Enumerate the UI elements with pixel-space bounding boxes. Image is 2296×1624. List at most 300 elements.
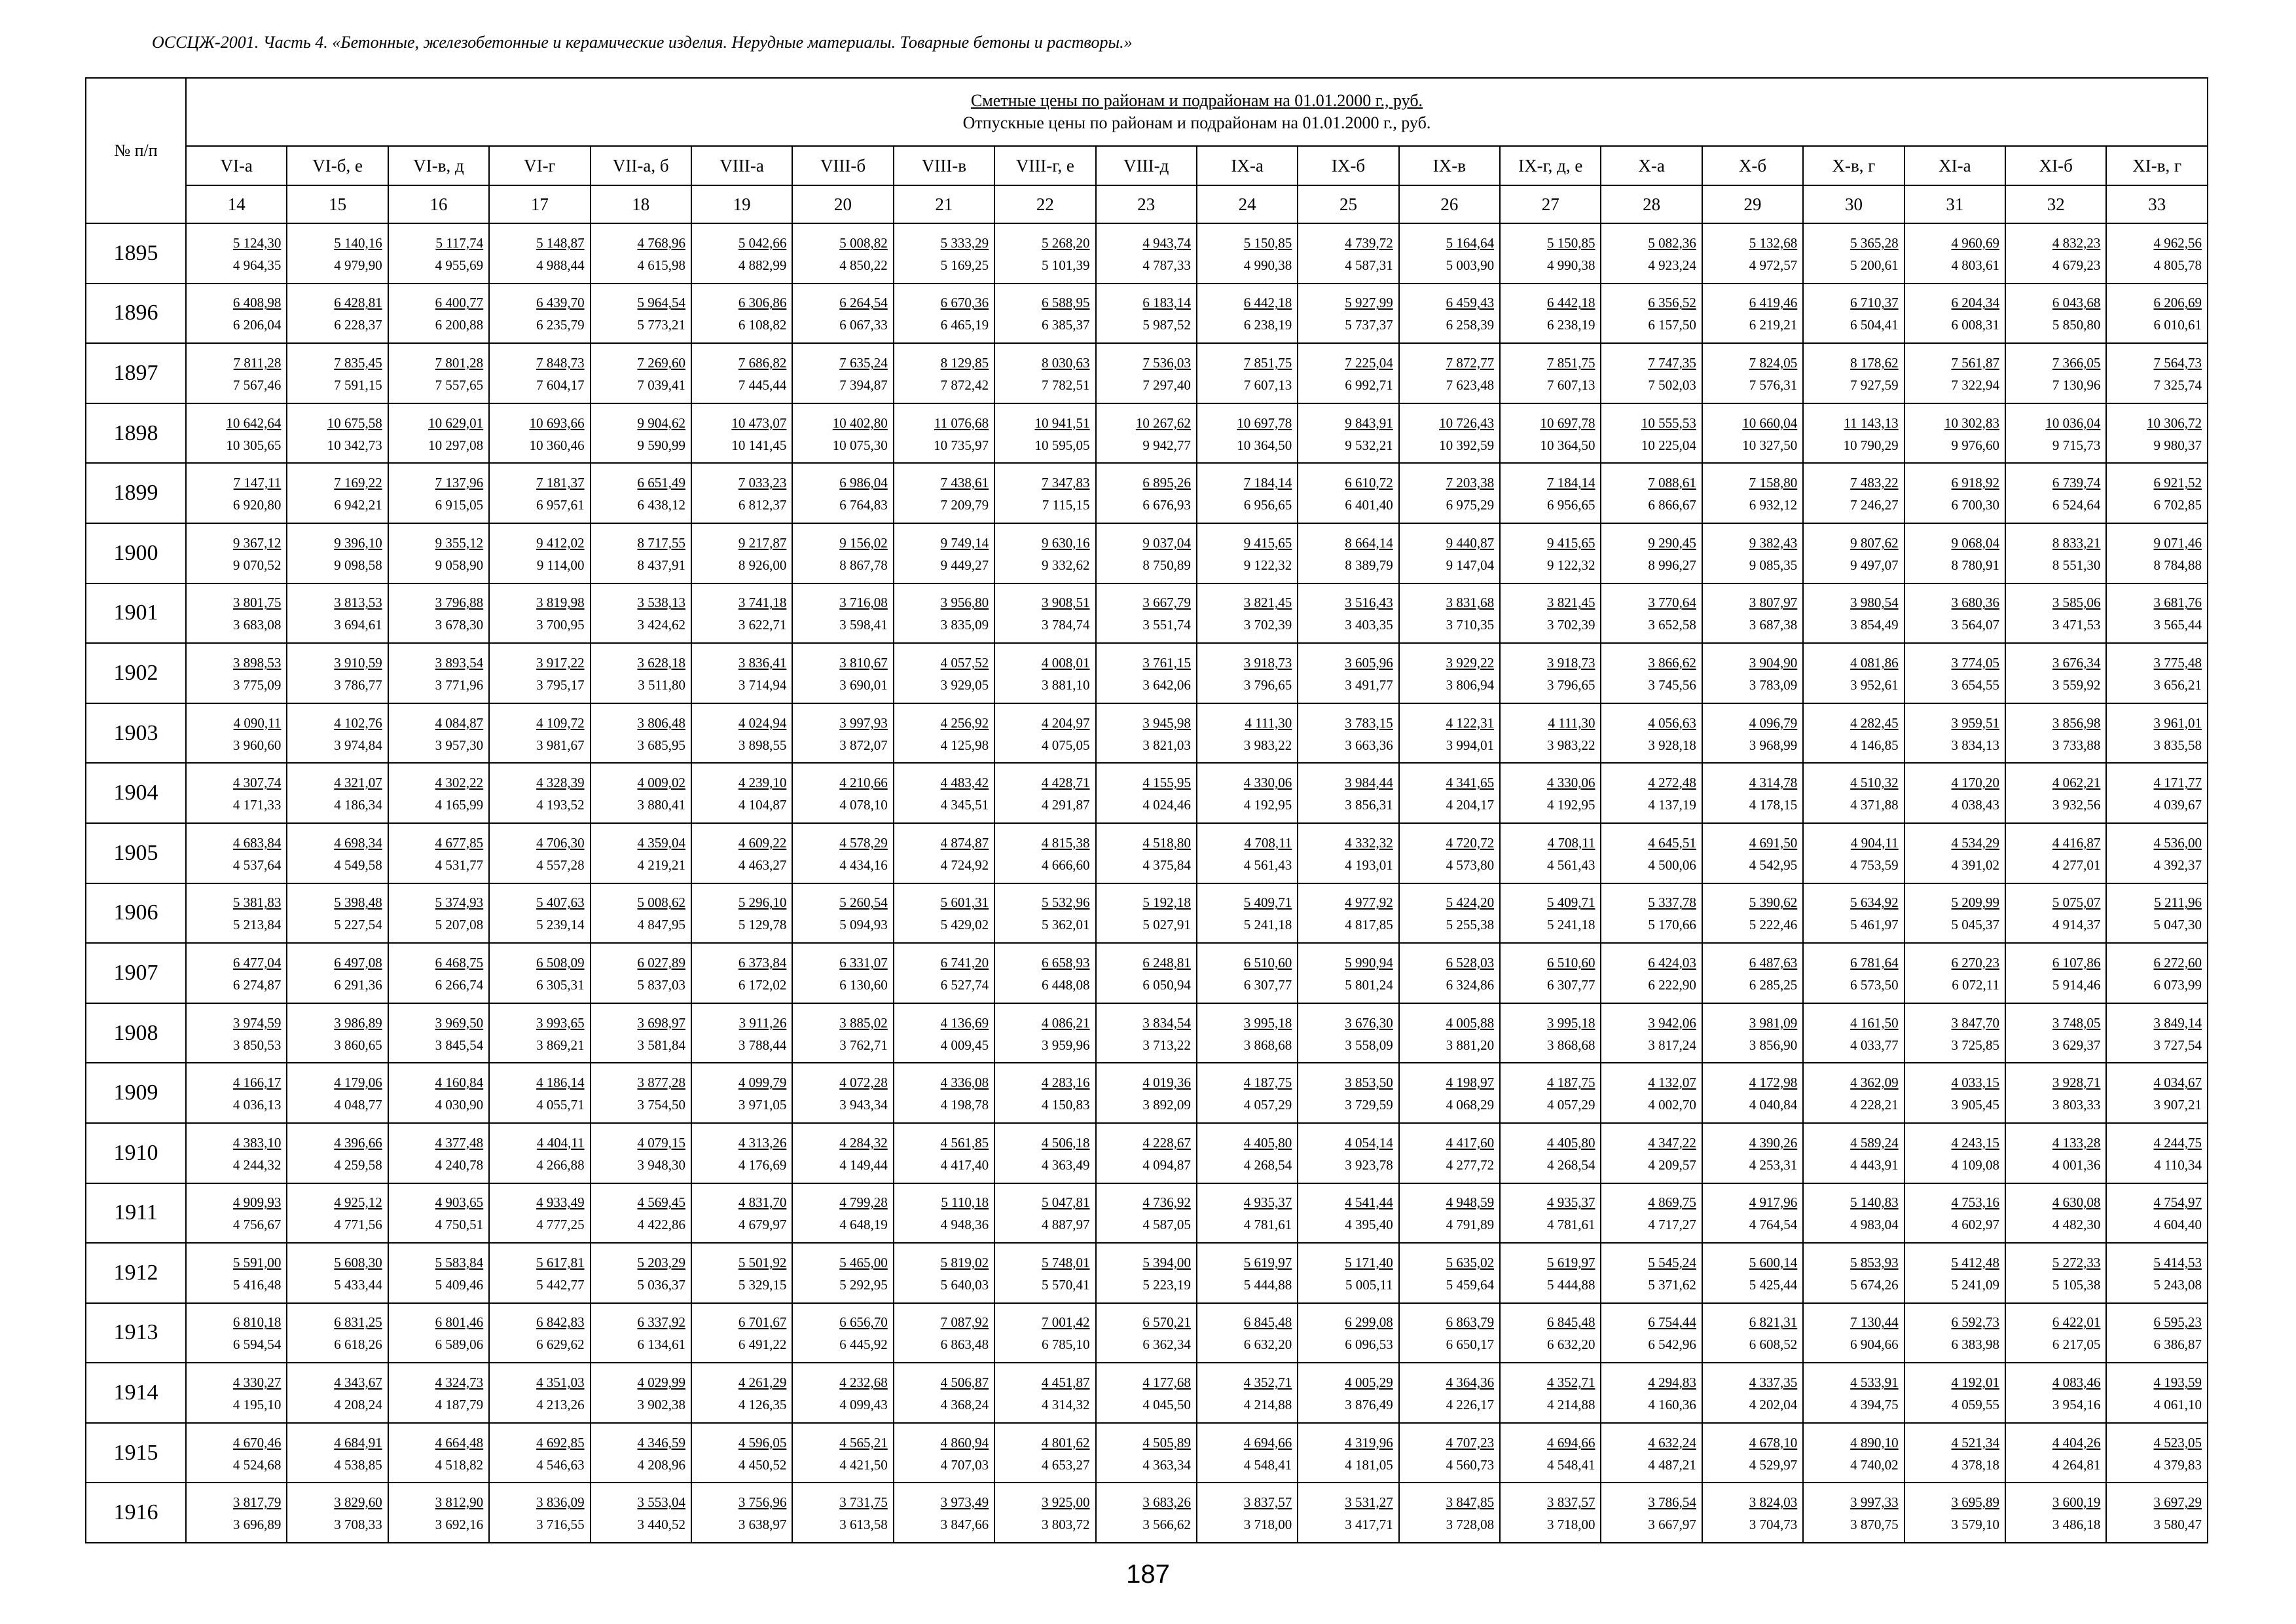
release-price: 7 209,79 [940,497,989,513]
price-cell [591,1303,691,1363]
estimated-price: 11 076,68 [934,415,989,431]
estimated-price: 7 438,61 [940,475,989,491]
release-price: 5 773,21 [637,317,685,333]
estimated-price: 6 921,52 [2153,475,2202,491]
price-cell [1096,343,1197,403]
price-cell [186,1483,287,1543]
table-row [86,1303,2208,1363]
price-cell [591,1363,691,1423]
price-cell [489,583,590,644]
price-cell [1803,1363,1904,1423]
price-cell [792,703,893,764]
estimated-price: 3 856,98 [2052,714,2101,731]
price-cell [489,1063,590,1123]
release-price: 6 465,19 [940,317,989,333]
price-cell [994,583,1095,644]
estimated-price: 9 217,87 [738,534,787,551]
release-price: 7 782,51 [1042,377,1090,393]
release-price: 3 948,30 [637,1156,685,1173]
price-cell [792,763,893,823]
price-cell [1601,403,1702,464]
estimated-price: 6 781,64 [1850,954,1899,970]
price-cell [792,1183,893,1244]
release-price: 3 642,06 [1142,676,1191,693]
estimated-price: 4 578,29 [839,834,888,851]
release-price: 4 740,02 [1850,1456,1899,1473]
estimated-price: 5 075,07 [2052,895,2101,911]
estimated-price: 5 132,68 [1749,234,1798,251]
release-price: 7 623,48 [1446,377,1495,393]
release-price: 6 608,52 [1749,1337,1798,1353]
release-price: 4 198,78 [940,1097,989,1113]
estimated-price: 5 365,28 [1850,234,1899,251]
release-price: 4 546,63 [536,1456,585,1473]
price-cell [1803,943,1904,1003]
estimated-price: 5 927,99 [1345,295,1393,311]
estimated-price: 4 346,59 [637,1434,685,1450]
estimated-price: 4 890,10 [1850,1434,1899,1450]
price-cell [287,223,388,284]
estimated-price: 5 140,16 [334,234,382,251]
price-cell [489,643,590,703]
release-price: 4 679,23 [2052,257,2101,273]
release-price: 3 579,10 [1951,1517,2000,1533]
release-price: 6 975,29 [1446,497,1495,513]
estimated-price: 7 366,05 [2052,354,2101,371]
estimated-price: 3 836,09 [536,1494,585,1511]
estimated-price: 4 720,72 [1446,834,1495,851]
release-price: 6 700,30 [1951,497,2000,513]
estimated-price: 4 328,39 [536,775,585,791]
release-price: 4 463,27 [738,857,787,873]
estimated-price: 4 083,46 [2052,1375,2101,1391]
release-price: 4 193,52 [536,797,585,813]
release-price: 4 253,31 [1749,1156,1798,1173]
estimated-price: 3 796,88 [435,595,484,611]
estimated-price: 3 775,48 [2153,654,2202,671]
price-cell [2005,583,2106,644]
estimated-price: 6 863,79 [1446,1314,1495,1331]
price-cell [388,343,489,403]
release-price: 5 570,41 [1042,1276,1090,1293]
estimated-price: 5 608,30 [334,1254,382,1270]
release-price: 6 067,33 [839,317,888,333]
price-cell [186,1303,287,1363]
price-cell [792,223,893,284]
release-price: 4 030,90 [435,1097,484,1113]
price-cell [489,523,590,583]
release-price: 6 632,20 [1546,1337,1595,1353]
estimated-price: 4 057,52 [940,654,989,671]
price-cell [1399,943,1500,1003]
price-cell [1298,883,1398,944]
price-cell [591,1243,691,1303]
release-price: 4 542,95 [1749,857,1798,873]
price-cell [691,1123,792,1183]
estimated-price: 6 206,69 [2153,295,2202,311]
row-number: 1914 [86,1363,186,1423]
release-price: 3 690,01 [839,676,888,693]
estimated-price: 4 706,30 [536,834,585,851]
estimated-price: 4 005,88 [1446,1014,1495,1031]
estimated-price: 6 428,81 [334,295,382,311]
estimated-price: 3 877,28 [637,1075,685,1091]
price-cell [1298,1483,1398,1543]
price-cell [1096,583,1197,644]
estimated-price: 3 834,54 [1142,1014,1191,1031]
price-cell [2106,1183,2208,1244]
estimated-price: 8 664,14 [1345,534,1393,551]
price-cell [388,463,489,523]
estimated-price: 5 545,24 [1648,1254,1696,1270]
price-cell [1096,1183,1197,1244]
table-row [86,1003,2208,1063]
release-price: 4 094,87 [1142,1156,1191,1173]
estimated-price: 5 409,71 [1546,895,1595,911]
price-cell [1096,1123,1197,1183]
release-price: 8 867,78 [839,557,888,573]
price-cell [994,1123,1095,1183]
release-price: 4 548,41 [1546,1456,1595,1473]
price-cell [1399,463,1500,523]
release-price: 4 500,06 [1648,857,1696,873]
release-price: 10 790,29 [1843,437,1899,453]
estimated-price: 4 079,15 [637,1134,685,1151]
estimated-price: 6 710,37 [1850,295,1899,311]
estimated-price: 6 306,86 [738,295,787,311]
price-cell [1601,1243,1702,1303]
price-cell [994,643,1095,703]
price-cell [388,643,489,703]
price-cell [2005,883,2106,944]
release-price: 4 192,95 [1243,797,1292,813]
price-cell [591,703,691,764]
price-cell [489,1423,590,1483]
estimated-price: 4 192,01 [1951,1375,2000,1391]
estimated-price: 4 283,16 [1042,1075,1090,1091]
estimated-price: 6 845,48 [1243,1314,1292,1331]
release-price: 3 652,58 [1648,617,1696,633]
release-price: 4 537,64 [232,857,282,873]
column-number: 16 [388,185,489,223]
estimated-price: 4 404,11 [536,1134,585,1151]
price-cell [1702,463,1803,523]
district-header: X-а [1601,146,1702,185]
price-cell [2005,763,2106,823]
price-cell [1803,284,1904,344]
release-price: 3 847,66 [940,1517,989,1533]
release-price: 3 403,35 [1345,617,1393,633]
release-price: 4 371,88 [1850,797,1899,813]
price-cell [1298,284,1398,344]
estimated-price: 5 853,93 [1850,1254,1899,1270]
price-cell [287,1183,388,1244]
estimated-price: 4 678,10 [1749,1434,1798,1450]
release-price: 3 834,13 [1951,737,2000,753]
release-price: 7 557,65 [435,377,484,393]
column-number: 23 [1096,185,1197,223]
estimated-price: 4 024,94 [738,714,787,731]
price-cell [2106,1363,2208,1423]
estimated-price: 4 521,34 [1951,1434,2000,1450]
release-price: 8 551,30 [2052,557,2101,573]
estimated-price: 4 670,46 [232,1434,282,1450]
estimated-price: 4 396,66 [334,1134,382,1151]
release-price: 3 622,71 [738,617,787,633]
release-price: 5 170,66 [1648,917,1696,933]
release-price: 7 115,15 [1042,497,1090,513]
price-cell [489,823,590,883]
release-price: 4 176,69 [738,1156,787,1173]
price-cell [1904,403,2005,464]
district-header: IX-г, д, е [1500,146,1601,185]
release-price: 4 110,34 [2154,1156,2202,1173]
release-price: 5 674,26 [1850,1276,1899,1293]
release-price: 9 590,99 [637,437,685,453]
price-cell [287,1423,388,1483]
price-cell [1298,763,1398,823]
release-price: 3 558,09 [1345,1037,1393,1053]
price-cell [894,403,994,464]
release-price: 3 821,03 [1142,737,1191,753]
table-row [86,284,2208,344]
estimated-price: 6 986,04 [839,475,888,491]
estimated-price: 7 137,96 [435,475,484,491]
estimated-price: 4 109,72 [536,714,585,731]
estimated-price: 9 843,91 [1345,415,1393,431]
price-cell [186,1183,287,1244]
price-cell [489,763,590,823]
estimated-price: 4 198,97 [1446,1075,1495,1091]
district-header: VIII-г, е [994,146,1095,185]
release-price: 4 990,38 [1243,257,1292,273]
release-price: 4 487,21 [1648,1456,1696,1473]
estimated-price: 4 692,85 [536,1434,585,1450]
price-cell [1702,1183,1803,1244]
price-cell [792,1303,893,1363]
estimated-price: 4 935,37 [1546,1194,1595,1211]
release-price: 6 632,20 [1243,1337,1292,1353]
release-price: 4 178,15 [1749,797,1798,813]
price-cell [994,763,1095,823]
estimated-price: 9 071,46 [2153,534,2202,551]
release-price: 4 615,98 [637,257,685,273]
release-price: 9 122,32 [1243,557,1292,573]
release-price: 4 549,58 [334,857,382,873]
estimated-price: 6 264,54 [839,295,888,311]
estimated-price: 4 084,87 [435,714,484,731]
release-price: 5 241,18 [1546,917,1595,933]
price-cell [388,403,489,464]
estimated-price: 3 821,45 [1546,595,1595,611]
estimated-price: 3 770,64 [1648,595,1696,611]
price-cell [894,943,994,1003]
estimated-price: 6 373,84 [738,954,787,970]
release-price: 4 756,67 [232,1217,282,1233]
price-cell [287,583,388,644]
price-cell [1904,523,2005,583]
price-cell [1500,403,1601,464]
price-cell [1500,463,1601,523]
estimated-price: 6 477,04 [232,954,282,970]
estimated-price: 3 585,06 [2052,595,2101,611]
price-cell [1399,1423,1500,1483]
estimated-price: 5 634,92 [1850,895,1899,911]
estimated-price: 3 893,54 [435,654,484,671]
price-cell [1500,1003,1601,1063]
price-cell [894,463,994,523]
estimated-price: 4 799,28 [839,1194,888,1211]
estimated-price: 9 037,04 [1142,534,1191,551]
price-cell [2005,463,2106,523]
estimated-price: 3 969,50 [435,1014,484,1031]
price-cell [994,1303,1095,1363]
estimated-price: 3 698,97 [637,1014,685,1031]
price-cell [1500,1423,1601,1483]
estimated-price: 5 110,18 [941,1194,989,1211]
estimated-price: 6 754,44 [1648,1314,1696,1331]
estimated-price: 4 708,11 [1547,834,1595,851]
estimated-price: 4 161,50 [1850,1014,1899,1031]
price-cell [2005,523,2106,583]
release-price: 4 345,51 [940,797,989,813]
estimated-price: 4 362,09 [1850,1075,1899,1091]
release-price: 9 098,58 [334,557,382,573]
estimated-price: 3 831,68 [1446,595,1495,611]
release-price: 3 786,77 [334,676,382,693]
release-price: 9 942,77 [1142,437,1191,453]
estimated-price: 5 337,78 [1648,895,1696,911]
estimated-price: 5 407,63 [536,895,585,911]
release-price: 4 137,19 [1648,797,1696,813]
estimated-price: 5 209,99 [1951,895,2000,911]
price-cell [994,1423,1095,1483]
release-price: 3 704,73 [1749,1517,1798,1533]
release-price: 4 375,84 [1142,857,1191,873]
price-cell [388,1183,489,1244]
release-price: 4 048,77 [334,1097,382,1113]
release-price: 3 713,22 [1142,1037,1191,1053]
price-cell [792,1243,893,1303]
price-cell [1702,583,1803,644]
estimated-price: 6 459,43 [1446,295,1495,311]
estimated-price: 6 468,75 [435,954,484,970]
estimated-price: 4 136,69 [940,1014,989,1031]
price-cell [2005,1363,2106,1423]
price-cell [489,1303,590,1363]
release-price: 4 378,18 [1951,1456,2000,1473]
release-price: 6 383,98 [1951,1337,2000,1353]
column-number: 18 [591,185,691,223]
price-cell [994,1063,1095,1123]
price-cell [1399,583,1500,644]
release-price: 4 187,79 [435,1397,484,1413]
price-cell [186,823,287,883]
estimated-price: 8 833,21 [2052,534,2101,551]
estimated-price: 7 835,45 [334,354,382,371]
table-row [86,463,2208,523]
release-price: 10 075,30 [832,437,888,453]
estimated-price: 7 184,14 [1546,475,1595,491]
price-cell [894,1123,994,1183]
release-price: 3 880,41 [637,797,685,813]
district-header: VIII-д [1096,146,1197,185]
estimated-price: 3 600,19 [2052,1494,2101,1511]
release-price: 4 209,57 [1648,1156,1696,1173]
estimated-price: 3 676,30 [1345,1014,1393,1031]
table-caption [186,78,2208,146]
row-number: 1896 [86,284,186,344]
district-header: VIII-б [792,146,893,185]
estimated-price: 3 741,18 [738,595,787,611]
release-price: 9 070,52 [232,557,282,573]
estimated-price: 5 390,62 [1749,895,1798,911]
table-row [86,223,2208,284]
estimated-price: 4 160,84 [435,1075,484,1091]
release-price: 4 379,83 [2153,1456,2202,1473]
price-cell [1904,763,2005,823]
price-cell [591,1183,691,1244]
table-body [86,223,2208,1543]
estimated-price: 4 343,67 [334,1375,382,1391]
estimated-price: 7 824,05 [1749,354,1798,371]
estimated-price: 3 761,15 [1142,654,1191,671]
estimated-price: 3 774,05 [1951,654,2000,671]
release-price: 4 648,19 [839,1217,888,1233]
estimated-price: 5 601,31 [940,895,989,911]
release-price: 5 005,11 [1345,1276,1393,1293]
estimated-price: 6 842,83 [536,1314,585,1331]
release-price: 4 750,51 [435,1217,484,1233]
estimated-price: 3 813,53 [334,595,382,611]
estimated-price: 4 416,87 [2052,834,2101,851]
estimated-price: 4 330,06 [1243,775,1292,791]
release-price: 4 219,21 [637,857,685,873]
release-price: 4 529,97 [1749,1456,1798,1473]
estimated-price: 3 605,96 [1345,654,1393,671]
release-price: 7 394,87 [839,377,888,393]
estimated-price: 3 885,02 [839,1014,888,1031]
estimated-price: 6 183,14 [1142,295,1191,311]
estimated-price: 3 849,14 [2153,1014,2202,1031]
table-row [86,763,2208,823]
release-price: 10 225,04 [1641,437,1696,453]
release-price: 6 915,05 [435,497,484,513]
price-cell [1601,583,1702,644]
release-price: 6 010,61 [2153,317,2202,333]
estimated-price: 4 170,20 [1951,775,2000,791]
price-cell [2005,1063,2106,1123]
estimated-price: 5 333,29 [940,234,989,251]
release-price: 5 027,91 [1142,917,1191,933]
price-cell [691,343,792,403]
estimated-price: 4 832,23 [2052,234,2101,251]
release-price: 3 784,74 [1042,617,1090,633]
column-number: 32 [2005,185,2106,223]
price-cell [1399,523,1500,583]
release-price: 4 561,43 [1546,857,1595,873]
release-price: 4 045,50 [1142,1397,1191,1413]
document-header: ОССЦЖ-2001. Часть 4. «Бетонные, железобетонные и керамические изделия. Нерудные материалы. Товарные бетоны и растворы.» [152,33,1133,52]
release-price: 10 735,97 [934,437,989,453]
release-price: 6 157,50 [1648,317,1696,333]
table-row [86,883,2208,944]
estimated-price: 4 417,60 [1446,1134,1495,1151]
estimated-price: 3 697,29 [2153,1494,2202,1511]
district-header: IX-б [1298,146,1398,185]
price-cell [1197,223,1298,284]
release-price: 6 866,67 [1648,497,1696,513]
